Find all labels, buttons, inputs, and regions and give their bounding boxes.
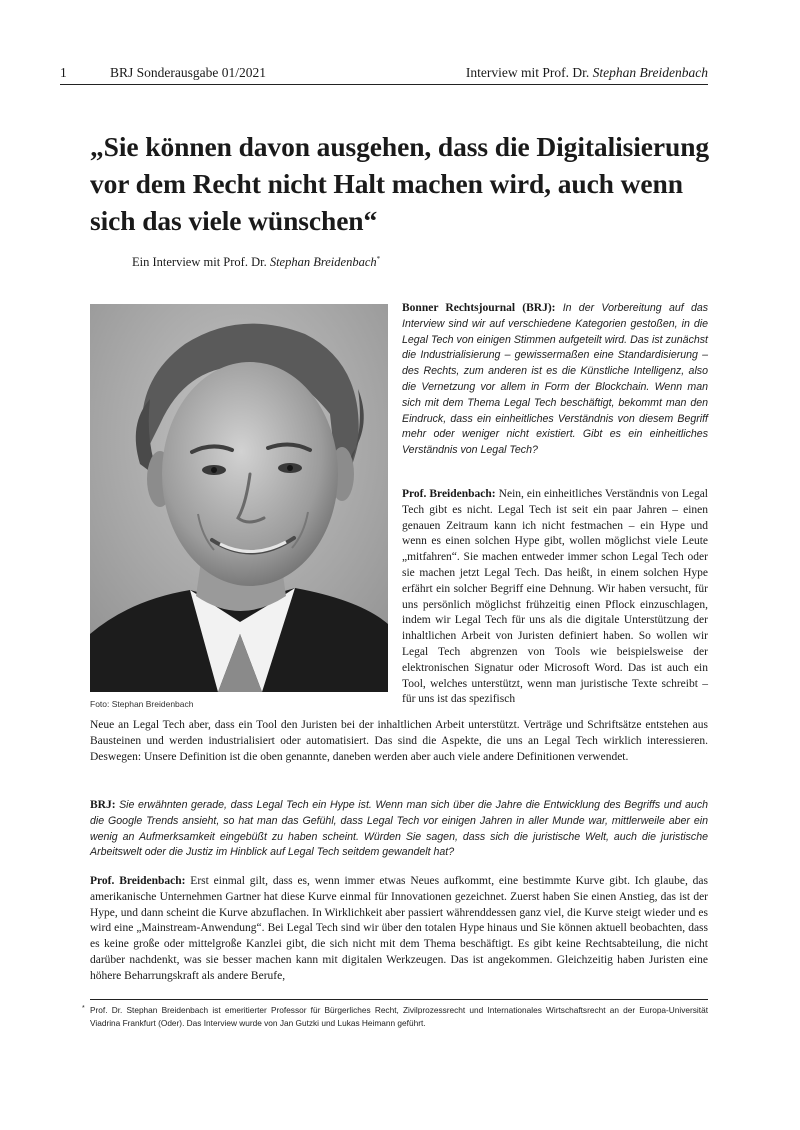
running-header [60, 64, 708, 85]
footnote-ref: * [376, 255, 381, 263]
portrait-photo [90, 304, 388, 692]
answer-2-text: Erst einmal gilt, dass es, wenn immer etwas Neues aufkommt, eine bestimmte Kurve gibt. Ich glaube, das amerikanische Unternehmen Gartner hat diese Kurve einmal für Innovationen gezeichnet. Zuerst haben Sie einen Anstieg, das ist der Hype, und dann scheint die Kurve abzuflachen. In Wirklichkeit aber passiert währenddessen ganz viel, die Kurve steigt wieder und es wird eine „Mainstream-Anwendung“. Bei Legal Tech sind wir über den totalen Hype hinaus und Sie können aktuell beobachten, dass es keine große oder mittelgroße Kanzlei gibt, die sich nicht mit dem Thema beschäftigt. Es gibt keine Rechtsabteilung, die nicht darüber nachdenkt, was sie besser machen kann mit digitalen Werkzeugen. Das ist angekommen. Gleichzeitig haben Juristen eine höhere Beharrungskraft als andere Berufe, [90, 875, 708, 982]
page-number: 1 [60, 65, 67, 80]
speaker-brj-2: BRJ: [90, 799, 116, 811]
portrait-illustration [90, 304, 388, 692]
footnote-divider [90, 999, 708, 1000]
answer-1-column [402, 487, 708, 708]
footnote-mark: * [82, 1005, 85, 1012]
section-title [466, 64, 708, 82]
answer-1-full: Neue an Legal Tech aber, dass ein Tool den Juristen bei der inhaltlichen Arbeit unterstützt. Verträge und Schriftsätze entstehen aus Bausteinen und werden industrialisiert oder automatisiert. Das sind die Aspekte, die uns an Legal Tech wirklich interessieren. Deswegen: Unsere Definition ist die oben genannte, daneben werden aber auch viele andere Definitionen verwendet. [90, 719, 708, 763]
question-2-text: Sie erwähnten gerade, dass Legal Tech ein Hype ist. Wenn man sich über die Jahre die Entwicklung des Begriffs und auch die Google Trends ansieht, so hat man das Gefühl, dass Legal Tech vor einigen Jahren in aller Munde war, mittlerweile aber ein wenig an Aufmerksamkeit eingebüßt zu haben scheint. Würden Sie sagen, dass sich die juristische Welt, auch die juristische Arbeitswelt oder die Justiz im Hinblick auf Legal Tech seitdem gewandelt hat? [90, 799, 709, 859]
question-1 [402, 301, 708, 459]
photo-caption: Foto: Stephan Breidenbach [90, 699, 194, 709]
article-subtitle [132, 251, 380, 270]
answer-2 [90, 874, 708, 985]
journal-issue: BRJ Sonderausgabe 01/2021 [110, 65, 266, 80]
speaker-breidenbach-2: Prof. Breidenbach: [90, 875, 186, 887]
footnote [82, 1004, 708, 1030]
speaker-breidenbach: Prof. Breidenbach: [402, 488, 496, 500]
section-name: Stephan Breidenbach [592, 65, 708, 80]
subtitle-prefix: Ein Interview mit Prof. Dr. [132, 255, 267, 270]
subtitle-name: Stephan Breidenbach [269, 255, 377, 270]
article-title: „Sie können davon ausgehen, dass die Digitalisierung vor dem Recht nicht Halt machen wird, auch wenn sich das viele wünschen“ [90, 131, 710, 236]
question-1-text: In der Vorbereitung auf das Interview sind wir auf verschiedene Kategorien gestoßen, in die Legal Tech von einigen Stimmen aufgeteilt wird. Das ist zunächst die Industrialisierung – gewissermaßen eine Standardisierung – des Rechts, zum anderen ist es die Künstliche Intelligenz, also die Vernetzung vor allem in Form der Blockchain. Wenn man sich mit dem Thema Legal Tech beschäftigt, bekommt man den Eindruck, dass ein einheitliches Verständnis von diesem Begriff mehr oder weniger nicht existiert. Gibt es ein einheitliches Verständnis von Legal Tech? [402, 302, 709, 457]
question-2 [90, 798, 708, 861]
answer-1-text-column: Nein, ein einheitliches Verständnis von Legal Tech gibt es nicht. Legal Tech ist seit ein paar Jahren – einen genauen Zeitraum kann ich nicht festmachen – ein Hype und wenn es einen solchen Hype gibt, wollen möglichst viele Leute „mitfahren“. Sie machen entweder immer schon Legal Tech oder sie machen jetzt Legal Tech. Das heißt, in einem solchen Hype erfährt ein solcher Begriff eine Dehnung. Wir haben versucht, für uns persönlich möglichst frühzeitig einen Pflock einzuschlagen, indem wir Legal Tech für uns als die digitale Unterstützung der inhaltlichen Arbeit von Juristen definiert haben. So wollen wir Legal Tech abgrenzen von Tools wie beispielsweise der elektronischen Signatur oder Microsoft Word. Das ist auch ein Tool, welches unterstützt, wenn man juristische Texte schreibt – für uns ist das spezifisch [402, 488, 708, 706]
speaker-brj: Bonner Rechtsjournal (BRJ): [402, 302, 556, 314]
footnote-text: Prof. Dr. Stephan Breidenbach ist emeritierter Professor für Bürgerliches Recht, Zivilprozessrecht und Internationales Wirtschaftsrecht an der Europa-Universität Viadrina Frankfurt (Oder). Das Interview wurde von Jan Gutzki und Lukas Heimann geführt. [90, 1005, 708, 1028]
section-prefix: Interview mit Prof. Dr. [465, 65, 590, 80]
